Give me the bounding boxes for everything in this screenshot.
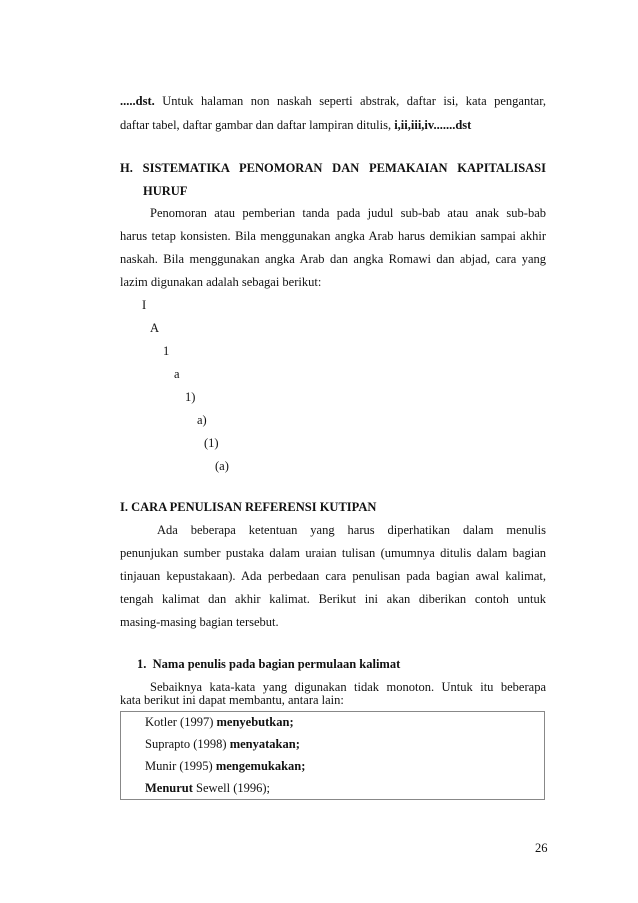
intro-roman-bold: i,ii,iii,iv.......dst xyxy=(394,118,472,132)
section-h-heading-cont: HURUF xyxy=(143,184,188,198)
section-h-heading: H. SISTEMATIKA PENOMORAN DAN PEMAKAIAN KAPITALISASI xyxy=(120,161,546,175)
outline-level-4: a xyxy=(174,367,180,381)
outline-level-8: (a) xyxy=(215,459,229,473)
example-1-verb: menyebutkan; xyxy=(216,715,294,729)
section-i-para-line-2: penunjukan sumber pustaka dalam uraian tulisan (umumnya ditulis dalam bagian xyxy=(120,546,546,560)
example-line-1 xyxy=(145,714,294,730)
example-line-4 xyxy=(145,780,270,796)
outline-level-3: 1 xyxy=(163,344,170,358)
intro-dst-bold: .....dst. xyxy=(120,94,155,108)
example-line-2 xyxy=(145,736,300,752)
example-2-verb: menyatakan; xyxy=(229,737,300,751)
section-h-para-line-2: harus tetap konsisten. Bila menggunakan angka Arab harus demikian sampai akhir xyxy=(120,229,546,243)
example-1-author: Kotler (1997) xyxy=(145,715,217,729)
section-i-para-line-1: Ada beberapa ketentuan yang harus diperhatikan dalam menulis xyxy=(157,523,546,537)
page-number: 26 xyxy=(535,841,548,855)
intro-line-2 xyxy=(120,117,546,133)
example-2-author: Suprapto (1998) xyxy=(145,737,230,751)
example-4-author: Sewell (1996); xyxy=(192,781,270,795)
section-h-para-line-3: naskah. Bila menggunakan angka Arab dan angka Romawi dan abjad, cara yang xyxy=(120,252,546,266)
subsection-1-para-line-2: kata berikut ini dapat membantu, antara lain: xyxy=(120,693,344,707)
example-3-verb: mengemukakan; xyxy=(215,759,306,773)
section-h-para-line-4: lazim digunakan adalah sebagai berikut: xyxy=(120,275,322,289)
example-line-3 xyxy=(145,758,305,774)
section-i-para-line-4: tengah kalimat dan akhir kalimat. Berikut ini akan diberikan contoh untuk xyxy=(120,592,546,606)
subsection-1-heading: 1. Nama penulis pada bagian permulaan kalimat xyxy=(137,657,401,671)
section-i-para-line-3: tinjauan kepustakaan). Ada perbedaan cara penulisan pada bagian awal kalimat, xyxy=(120,569,546,583)
examples-box xyxy=(120,711,545,800)
outline-level-5: 1) xyxy=(185,390,196,404)
intro-line-1 xyxy=(120,93,546,109)
section-i-para-line-5: masing-masing bagian tersebut. xyxy=(120,615,279,629)
section-h-para-line-1: Penomoran atau pemberian tanda pada judul sub-bab atau anak sub-bab xyxy=(150,206,546,220)
outline-level-7: (1) xyxy=(204,436,219,450)
outline-level-6: a) xyxy=(197,413,207,427)
outline-level-1: I xyxy=(142,298,147,312)
intro-line-2-text: daftar tabel, daftar gambar dan daftar lampiran ditulis, xyxy=(120,118,392,132)
example-4-verb: Menurut xyxy=(145,781,193,795)
section-i-heading: I. CARA PENULISAN REFERENSI KUTIPAN xyxy=(120,500,377,514)
intro-line-1-text: Untuk halaman non naskah seperti abstrak, daftar isi, kata pengantar, xyxy=(162,94,547,108)
example-3-author: Munir (1995) xyxy=(145,759,216,773)
subsection-1-para-line-1: Sebaiknya kata-kata yang digunakan tidak monoton. Untuk itu beberapa xyxy=(150,680,546,694)
outline-level-2: A xyxy=(150,321,160,335)
